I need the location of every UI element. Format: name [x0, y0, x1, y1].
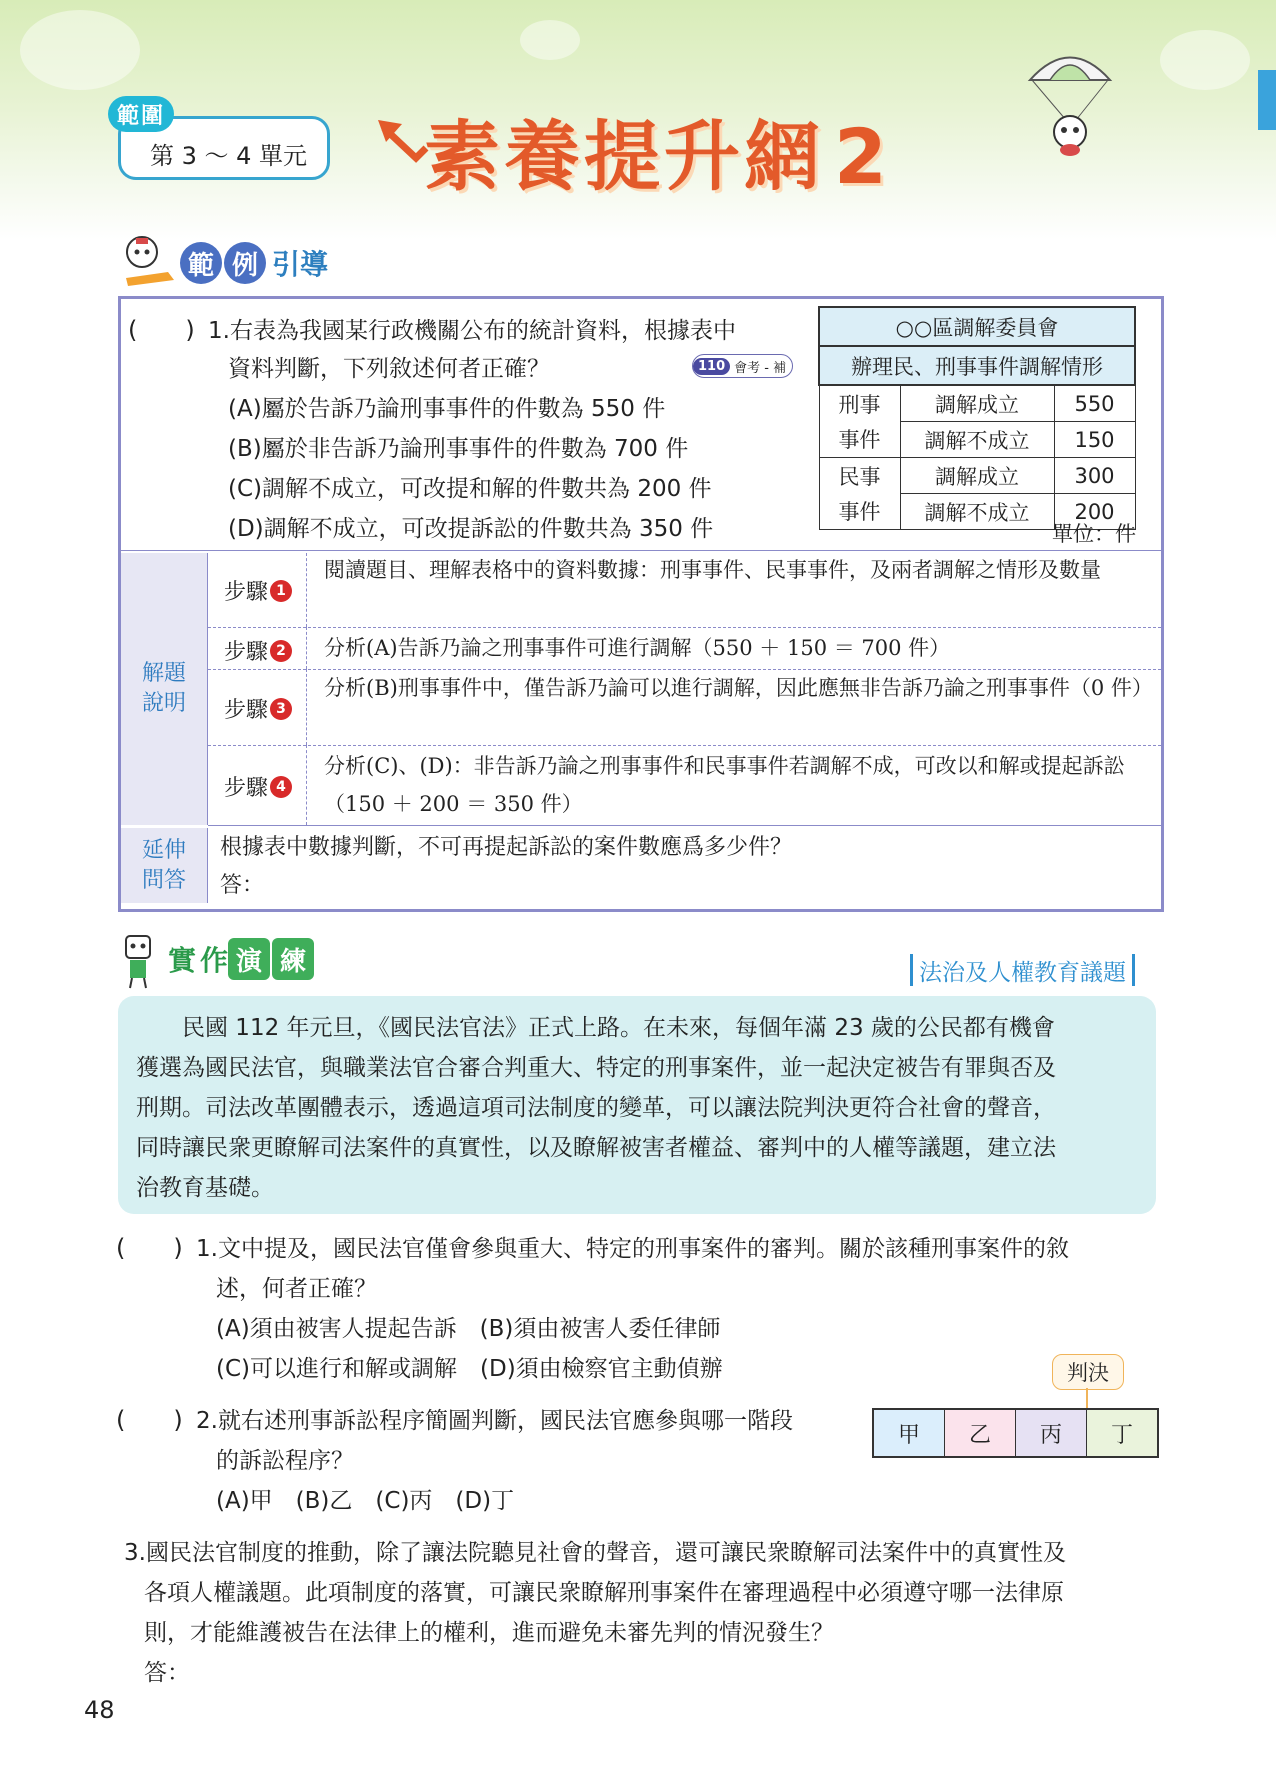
example-section-header [180, 242, 328, 284]
question-line: 各項人權議題。此項制度的落實，可讓民衆瞭解刑事案件在審理過程中必須遵守哪一法律原 [144, 1580, 1064, 1606]
flow-stage: 丙 [1016, 1410, 1087, 1456]
passage-line: 同時讓民衆更瞭解司法案件的真實性，以及瞭解被害者權益、審判中的人權等議題，建立法 [136, 1135, 1056, 1161]
answer-field[interactable]: 答： [220, 873, 265, 898]
explain-label: 解題 說明 [121, 553, 208, 825]
section-badge: 演 [228, 938, 270, 980]
answer-field[interactable]: 答： [144, 1660, 190, 1686]
options-line: (C)可以進行和解或調解 (D)須由檢察官主動偵辦 [216, 1356, 723, 1382]
practice-section-header: 實 作 演 練 [164, 938, 316, 980]
question-line: 資料判斷，下列敘述何者正確？ [228, 356, 550, 382]
parachute-mascot-icon [1020, 40, 1120, 160]
passage-line: 刑期。司法改革團體表示，透過這項司法制度的變革，可以讓法院判決更符合社會的聲音， [136, 1095, 1056, 1121]
page-title: 素養提升網 2 [424, 112, 891, 201]
table-subtitle: 辦理民、刑事事件調解情形 [819, 346, 1135, 385]
passage-line: 治教育基礎。 [136, 1175, 274, 1201]
range-text: 第 3 ～ 4 單元 [150, 142, 308, 170]
section-badge: 範 [180, 242, 222, 284]
range-pill: 範圍 [108, 96, 174, 132]
procedure-flow [872, 1408, 1159, 1458]
flow-stage: 丁 [1087, 1410, 1157, 1456]
flow-stage: 乙 [945, 1410, 1016, 1456]
step-row: 步驟 3 分析(B)刑事事件中，僅告訴乃論可以進行調解，因此應無非告訴乃論之刑事事件（0 件） [208, 669, 1161, 746]
option-d: (D)調解不成立，可改提訴訟的件數共為 350 件 [228, 516, 714, 542]
answer-paren[interactable]: ( ) [128, 316, 195, 344]
options-line: (A)甲 (B)乙 (C)丙 (D)丁 [216, 1488, 515, 1514]
question-line: 3.國民法官制度的推動，除了讓法院聽見社會的聲音，還可讓民衆瞭解司法案件中的真實性及 [124, 1540, 1066, 1566]
header-bubble [1160, 30, 1250, 90]
question-line: 則，才能維護被告在法律上的權利，進而避免未審先判的情況發生？ [144, 1620, 834, 1646]
page-number: 48 [84, 1696, 115, 1724]
step-text: 分析(B)刑事事件中，僅告訴乃論可以進行調解，因此應無非告訴乃論之刑事事件（0 件） [324, 676, 1153, 700]
topic-label: 法治及人權教育議題 [910, 954, 1135, 986]
statistics-table [818, 306, 1136, 530]
header-bubble [520, 20, 580, 60]
section-badge: 練 [272, 938, 314, 980]
step-text: 分析(A)告訴乃論之刑事事件可進行調解（550 ＋ 150 ＝ 700 件） [324, 636, 951, 660]
option-a: (A)屬於告訴乃論刑事事件的件數為 550 件 [228, 396, 666, 422]
step-row: 步驟 4 分析(C)、(D)：非告訴乃論之刑事事件和民事事件若調解不成，可改以和解或提起訴訟（150 ＋ 200 ＝ 350 件） [208, 745, 1161, 826]
step-row: 步驟 2 分析(A)告訴乃論之刑事事件可進行調解（550 ＋ 150 ＝ 700 件） [208, 627, 1161, 670]
section-badge: 例 [224, 242, 266, 284]
passage-line: 獲選為國民法官，與職業法官合審合判重大、特定的刑事案件，並一起決定被告有罪與否及 [136, 1055, 1056, 1081]
table-row: 刑事 調解成立 550 [819, 385, 1135, 422]
flow-stage: 甲 [874, 1410, 945, 1456]
step-text: 閱讀題目、理解表格中的資料數據：刑事事件、民事事件，及兩者調解之情形及數量 [324, 558, 1101, 582]
header-bubble [20, 10, 140, 90]
answer-paren[interactable]: ( ) [116, 1234, 183, 1262]
option-b: (B)屬於非告訴乃論刑事事件的件數為 700 件 [228, 436, 689, 462]
step-text: 分析(C)、(D)：非告訴乃論之刑事事件和民事事件若調解不成，可改以和解或提起訴訟（150 ＋ 200 ＝ 350 件） [324, 754, 1125, 816]
robot-mascot-icon [118, 930, 158, 990]
step-row: 步驟 1 閱讀題目、理解表格中的資料數據：刑事事件、民事事件，及兩者調解之情形及數量 [208, 553, 1161, 628]
question-line: 述，何者正確？ [216, 1276, 377, 1302]
options-line: (A)須由被害人提起告訴 (B)須由被害人委任律師 [216, 1316, 721, 1342]
question-line: 1.文中提及，國民法官僅會參與重大、特定的刑事案件的審判。關於該種刑事案件的敘 [196, 1236, 1069, 1262]
extension-question: 根據表中數據判斷，不可再提起訴訟的案件數應爲多少件？ [220, 835, 793, 860]
table-title: ○○區調解委員會 [819, 307, 1135, 346]
table-row: 事件 調解不成立 200 [819, 494, 1135, 530]
table-row: 民事 調解成立 300 [819, 458, 1135, 494]
question-line: 2.就右述刑事訴訟程序簡圖判斷，國民法官應參與哪一階段 [196, 1408, 793, 1434]
question-line: 1.右表為我國某行政機關公布的統計資料，根據表中 [208, 318, 736, 344]
section-title: 引導 [272, 248, 329, 281]
extension-label: 延伸 問答 [121, 828, 208, 903]
exam-tag: 110 會考 - 補 [692, 354, 793, 378]
table-unit: 單位：件 [1052, 522, 1136, 546]
question-line: 的訴訟程序？ [216, 1448, 354, 1474]
option-c: (C)調解不成立，可改提和解的件數共為 200 件 [228, 476, 712, 502]
side-tab [1258, 70, 1276, 130]
table-row: 事件 調解不成立 150 [819, 422, 1135, 458]
passage-line: 民國 112 年元旦，《國民法官法》正式上路。在未來，每個年滿 23 歲的公民都有機會 [136, 1015, 1055, 1041]
robot-mascot-icon [118, 232, 178, 288]
verdict-label: 判決 [1052, 1354, 1124, 1390]
verdict-connector [1086, 1388, 1088, 1410]
answer-paren[interactable]: ( ) [116, 1406, 183, 1434]
passage-box [118, 996, 1156, 1214]
